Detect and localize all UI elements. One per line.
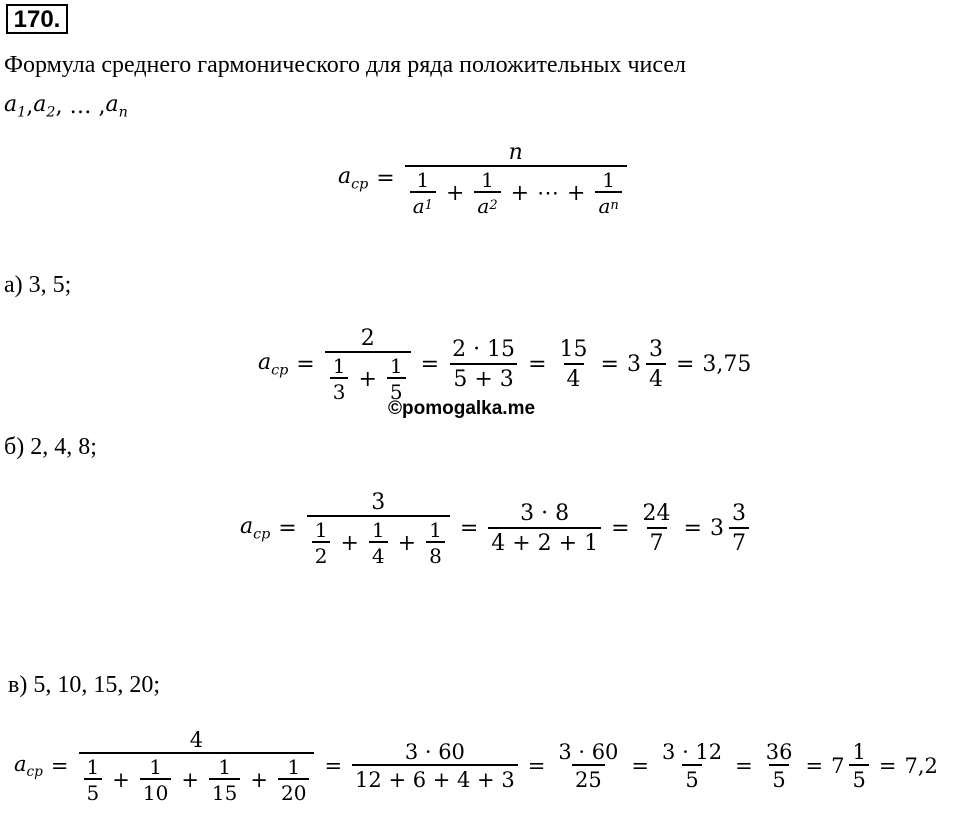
lhs-a-cp: $a_{cp}$ [14, 751, 43, 781]
frac-num: 36 [765, 739, 793, 764]
general-formula [338, 140, 629, 217]
equals-sign: = [878, 754, 897, 779]
numerator-n: n [508, 140, 523, 165]
mixed-frac [849, 740, 868, 792]
case-c-label: в) 5, 10, 15, 20; [8, 672, 160, 698]
case-a-mixed-number [627, 337, 668, 392]
case-a-decimal-result: 3,75 [702, 352, 752, 378]
frac-num: 1 [86, 755, 100, 780]
plus-sign: + [358, 366, 377, 392]
case-c-frac-3 [555, 740, 621, 792]
equals-sign: = [735, 754, 753, 779]
equals-sign: = [683, 516, 702, 542]
equals-sign: = [278, 516, 297, 542]
frac-num: 1 [416, 168, 430, 193]
case-c-equation [14, 728, 938, 804]
case-a-frac-2 [449, 337, 518, 392]
case-b-label: б) 2, 4, 8; [4, 434, 97, 460]
frac-den: 3 [330, 377, 349, 403]
frac-num: 1 [852, 739, 866, 764]
watermark: ©pomogalka.me [388, 398, 536, 419]
frac-num: 1 [332, 354, 346, 379]
seq-sep-2: , … , [55, 93, 106, 119]
frac-num: 24 [642, 501, 671, 527]
case-b-frac-2 [488, 501, 601, 556]
frac-den: 8 [426, 541, 445, 567]
seq-a1: $a_1$ [4, 92, 27, 121]
equals-sign: = [376, 166, 395, 192]
case-c-mixed-number [831, 740, 871, 792]
lhs-a-cp: $a_{cp}$ [338, 164, 369, 193]
frac-num: 3 · 8 [520, 501, 570, 527]
frac-den: a n [595, 191, 621, 217]
frac-num: 3 · 60 [558, 739, 619, 764]
frac-num: 1 [371, 518, 385, 543]
plus-sign: + [445, 180, 465, 206]
frac-num: 1 [389, 354, 403, 379]
frac-den: 2 [312, 541, 331, 567]
frac-den [307, 515, 450, 567]
case-b-mixed-number [710, 501, 751, 556]
plus-sign: + [340, 530, 359, 556]
frac-1-an [595, 169, 621, 217]
frac-den: 12 + 6 + 4 + 3 [352, 764, 518, 792]
frac-den: 4 [369, 541, 388, 567]
case-c-frac-2 [352, 740, 518, 792]
frac-den: 4 [646, 363, 666, 392]
problem-number: 170. [6, 4, 68, 34]
case-b-equation [240, 490, 751, 567]
frac-den: 4 [564, 363, 584, 392]
equals-sign: = [420, 352, 440, 378]
equals-sign: = [527, 754, 546, 779]
frac-den: 5 [849, 764, 868, 792]
frac-num: 3 · 60 [404, 739, 465, 764]
frac-1-a2 [474, 169, 500, 217]
mixed-whole: 3 [626, 352, 641, 378]
mixed-frac [729, 501, 749, 556]
plus-sign: + [250, 768, 268, 793]
frac-num: 1 [314, 518, 328, 543]
frac-num: 1 [149, 755, 162, 780]
equals-sign: = [631, 754, 650, 779]
frac-den: 15 [209, 778, 240, 804]
frac-den: 25 [572, 764, 605, 792]
frac-den [79, 752, 315, 804]
frac-den: 20 [278, 778, 309, 804]
sequence-expression [4, 92, 128, 120]
frac-1-5 [84, 756, 103, 804]
case-c-decimal-result: 7,2 [904, 754, 938, 779]
case-c-frac-4 [659, 740, 725, 792]
case-b-frac-1 [307, 490, 450, 567]
mixed-whole: 3 [709, 516, 724, 542]
frac-1-4 [369, 519, 388, 567]
frac-den: 5 [682, 764, 701, 792]
frac-1-20 [278, 756, 309, 804]
frac-num: 1 [602, 168, 615, 193]
frac-den: 5 [769, 764, 788, 792]
equals-sign: = [459, 516, 479, 542]
case-a-frac-1 [325, 326, 411, 403]
frac-den: a 2 [474, 191, 500, 217]
frac-num: 4 [189, 728, 204, 752]
frac-num: 3 [731, 501, 746, 527]
frac-1-2 [312, 519, 331, 567]
frac-num: 3 · 12 [662, 739, 723, 764]
frac-num: 2 · 15 [452, 337, 516, 363]
intro-text: Формула среднего гармонического для ряда положительных чисел [4, 52, 686, 78]
frac-num: 1 [481, 168, 494, 193]
plus-sign: + [567, 180, 586, 206]
plus-sign: + [181, 768, 199, 793]
frac-num: 2 [360, 326, 375, 351]
frac-num: 1 [429, 518, 442, 543]
lhs-a-cp: $a_{cp}$ [240, 514, 271, 543]
case-a-equation [258, 326, 751, 403]
equals-sign: = [611, 516, 630, 542]
frac-den: a 1 [410, 191, 436, 217]
case-a-label: а) 3, 5; [4, 272, 72, 298]
frac-den [325, 351, 411, 403]
frac-num: 1 [287, 755, 301, 780]
frac-den: 4 + 2 + 1 [488, 527, 601, 556]
case-c-frac-1 [79, 728, 315, 804]
plus-sign: + [510, 180, 530, 206]
case-c-frac-5 [763, 740, 796, 792]
plus-sign: + [397, 530, 417, 556]
frac-num: 3 [371, 490, 386, 515]
dots: ⋯ [537, 180, 560, 206]
plus-sign: + [112, 768, 130, 793]
case-b-frac-3 [640, 501, 674, 556]
equals-sign: = [50, 754, 69, 779]
equals-sign: = [600, 352, 619, 378]
mixed-whole: 7 [831, 754, 845, 779]
seq-an: $a_n$ [105, 92, 128, 121]
frac-den: 5 [387, 377, 406, 403]
frac-num: 15 [559, 337, 588, 363]
frac-den: 7 [647, 527, 667, 556]
frac-1-10 [140, 756, 171, 804]
seq-sep-1: , [26, 93, 34, 119]
frac-1-8 [426, 519, 445, 567]
denominator-sum [405, 165, 627, 217]
frac-den: 5 [84, 778, 103, 804]
harmonic-fraction [405, 140, 627, 217]
equals-sign: = [528, 352, 547, 378]
frac-num: 1 [218, 755, 232, 780]
frac-1-a1 [410, 169, 436, 217]
frac-1-5 [387, 355, 406, 403]
frac-den: 5 + 3 [450, 363, 516, 392]
frac-1-3 [330, 355, 349, 403]
case-a-frac-3 [557, 337, 591, 392]
frac-1-15 [209, 756, 240, 804]
frac-den: 7 [729, 527, 749, 556]
seq-a2: $a_2$ [33, 92, 56, 121]
mixed-frac [646, 337, 666, 392]
lhs-a-cp: $a_{cp}$ [258, 350, 289, 379]
equals-sign: = [324, 754, 343, 779]
frac-num: 3 [648, 337, 663, 363]
equals-sign: = [296, 352, 315, 378]
frac-den: 10 [140, 778, 171, 804]
equals-sign: = [675, 352, 695, 378]
equals-sign: = [805, 754, 824, 779]
